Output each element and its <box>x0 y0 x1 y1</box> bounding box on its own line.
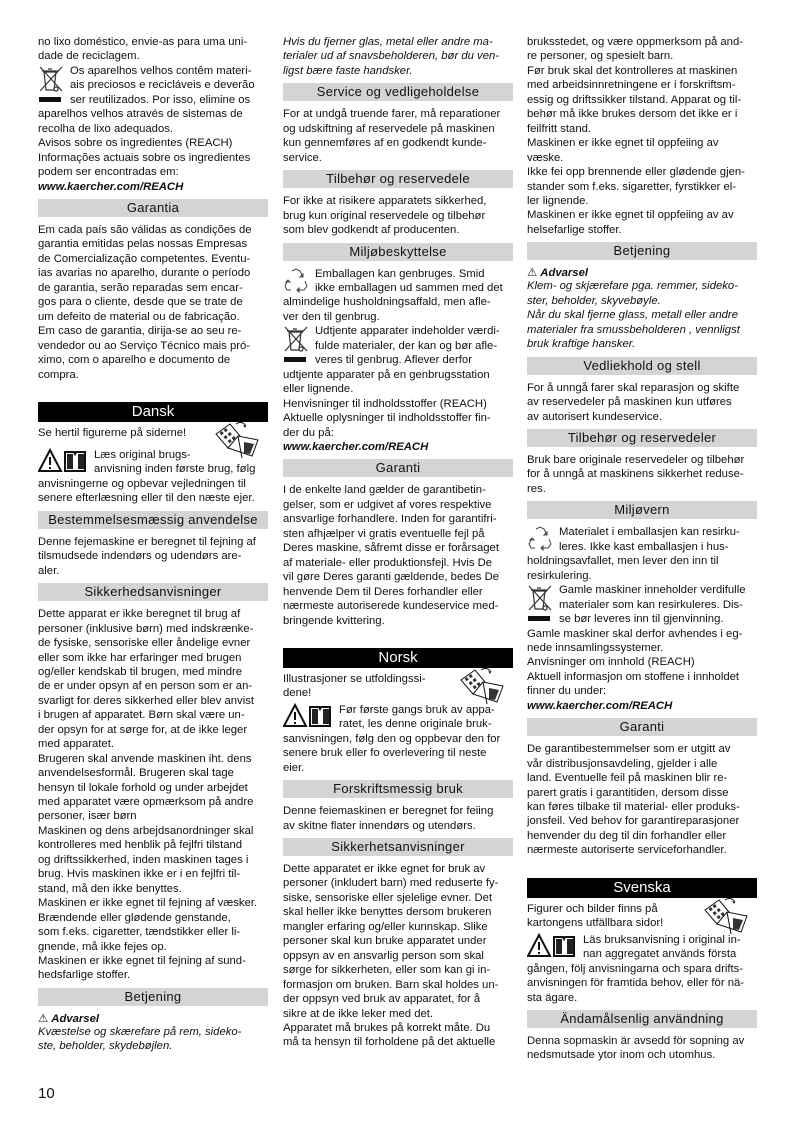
warning-manual-icon <box>38 448 90 474</box>
warning-manual-icon <box>283 703 335 729</box>
text-line: kan føres tilbake til material- eller produks- <box>527 801 740 814</box>
text-line: siske, sensoriske eller sjelelige evner. Det <box>283 891 493 904</box>
text-line: i brugen af apparatet. Børn skal være un- <box>38 709 245 722</box>
text-line: Os aparelhos velhos contêm materi- <box>70 64 252 77</box>
section-heading: Ändamålsenlig användning <box>527 1010 757 1028</box>
text-line: ster, beholder, skyvebøyle. <box>527 294 661 307</box>
paragraph <box>283 194 513 237</box>
text-line: nærmeste autoriserte serviceforhandler. <box>527 844 727 857</box>
text-line: vår distribusjonsavdeling, gjelder i alle <box>527 757 718 770</box>
text-line: gnende, må ikke fejes op. <box>38 940 167 953</box>
text-line: oppsyn av en ansvarlig person som skal <box>283 949 484 962</box>
text-line: henvender du deg til din forhandler eller <box>527 829 727 842</box>
column-3 <box>527 35 757 1063</box>
paragraph <box>283 483 513 628</box>
text-line: udtjente apparater på en genbrugsstation <box>283 368 490 381</box>
text-line: resirkulering. <box>527 569 592 582</box>
text-line: ikke emballagen ud sammen med det <box>315 281 503 294</box>
text-line: med apparatet være opmærksom på andre <box>38 796 254 809</box>
text-line: Deres maskine, såfremt disse er forårsaget <box>283 542 499 555</box>
recycle-icon <box>527 525 555 553</box>
text-line: ias avarias no aparelho, durante o período <box>38 267 251 280</box>
text-line: Aktuelle oplysninger til indholdsstoffer fin- <box>283 412 491 425</box>
text-line: væske. <box>527 151 564 164</box>
text-line: Apparatet må brukes på korrekt måte. Du <box>283 1022 491 1035</box>
paragraph <box>38 535 268 578</box>
paragraph <box>527 381 757 424</box>
text-line: anvisningen för framtida behov, eller för nä- <box>527 977 745 990</box>
icon-paragraph <box>283 267 513 325</box>
paragraph <box>527 453 757 496</box>
column-1 <box>38 35 268 1054</box>
text-line: parert gratis i garantitiden, dersom disse <box>527 786 729 799</box>
text-line: Maskinen er ikke egnet til fejning af væsker. <box>38 897 258 910</box>
text-line: og driftssikkerhed, inden maskinen tages i <box>38 853 249 866</box>
text-line: personer (inkludert barn) med reduserte fy- <box>283 877 499 890</box>
text-line: kontrolleres med henblik på fejlfri tilstand <box>38 839 243 852</box>
page-number: 10 <box>38 1085 55 1102</box>
section-heading: Sikkerhedsanvisninger <box>38 583 268 601</box>
illustration-book-icon <box>459 666 509 706</box>
text-line: Hvis du fjerner glas, metal eller andre ma- <box>283 36 493 48</box>
text-line: bruksstedet, og være oppmerksom på and- <box>527 36 744 48</box>
wee-bin-icon <box>38 64 66 104</box>
text-line: skal heller ikke benyttes dersom brukeren <box>283 906 492 919</box>
text-line: senere efterlæsning eller til den næste ejer. <box>38 492 255 505</box>
text-line: compra. <box>38 368 79 381</box>
paragraph <box>38 223 268 382</box>
paragraph <box>527 1034 757 1063</box>
text-line: senere bruk eller fo overlevering til neste <box>283 747 487 760</box>
text-line: Ikke fei opp brennende eller glødende gjen- <box>527 166 745 179</box>
text-line: De garantibestemmelser som er utgitt av <box>527 743 731 756</box>
icon-paragraph <box>283 324 513 396</box>
text-line: ligst bære faste handsker. <box>283 64 413 77</box>
text-line: der opsyn for at sørge for, at de ikke leger <box>38 723 248 736</box>
text-line: Når du skal fjerne glass, metall eller andre <box>527 309 738 322</box>
text-line: leres. Ikke kast emballasjen i hus- <box>559 540 729 553</box>
text-line: svarligt for deres sikkerhed eller blev anvist <box>38 694 254 707</box>
text-line: feilfritt stand. <box>527 122 592 135</box>
text-line: Maskinen og dens arbejdsanordninger skal <box>38 824 254 837</box>
section-heading: Vedliekhold og stell <box>527 357 757 375</box>
text-line: materialer fra smussbeholderen , vennligst <box>527 323 740 336</box>
wee-bin-icon <box>283 324 311 364</box>
text-line: og udskiftning af reservedele på maskinen <box>283 122 495 135</box>
text-line: nede innsamlingssystemer. <box>527 641 664 654</box>
section-heading: Betjening <box>527 242 757 260</box>
icon-paragraph <box>527 583 757 655</box>
warning-label-text: Advarsel <box>51 1012 100 1025</box>
text-line: kun gennemføres af en godkendt kunde- <box>283 137 487 150</box>
text-line: For at undgå truende farer, må reparationer <box>283 108 501 121</box>
text-line: aparelhos velhos através de sistemas de <box>38 108 243 121</box>
text-line: personer skal kun bruke apparatet under <box>283 935 487 948</box>
icon-paragraph <box>283 703 513 775</box>
text-line: aler. <box>38 564 60 577</box>
text-line: med apparatet. <box>38 738 114 751</box>
text-line: brug. Hvis maskinen ikke er i en fejlfri til- <box>38 868 241 881</box>
text-line: ansvarlige forhandlere. Inden for garantifri- <box>283 513 497 526</box>
icon-paragraph <box>38 448 268 506</box>
text-line: nedsmutsade ytor inom och utomhus. <box>527 1049 716 1062</box>
text-line: av skitne flater innendørs og utendørs. <box>283 819 476 832</box>
text-line: bringende kvittering. <box>283 614 385 627</box>
text-line: gelser, som er udgivet af vores respektive <box>283 498 492 511</box>
text-line: podem ser encontradas em: <box>38 166 179 179</box>
text-line: tilsmudsede indendørs og udendørs are- <box>38 550 242 563</box>
text-line: eller lignende. <box>283 383 354 396</box>
paragraph <box>283 107 513 165</box>
paragraph <box>527 35 757 237</box>
reach-link[interactable] <box>283 440 513 454</box>
text-line: bruk kraftige hansker. <box>527 338 636 351</box>
text-line: som f.eks. cigaretter, tændstikker eller li- <box>38 926 241 939</box>
text-line: Gamle maskiner inneholder verdifulle <box>559 584 746 597</box>
text-line: Gamle maskiner skal derfor avhendes i eg- <box>527 627 743 640</box>
text-line: som blev godkendt af producenten. <box>283 224 460 237</box>
text-line: um defeito de material ou de fabricação. <box>38 310 240 323</box>
paragraph <box>283 804 513 833</box>
text-line: Läs bruksanvisning i original in- <box>583 933 741 946</box>
paragraph <box>283 397 513 440</box>
text-line: Materialet i emballasjen kan resirku- <box>559 526 740 539</box>
text-line: Bruk bare originale reservedeler og tilbehør <box>527 453 745 466</box>
warning-text <box>38 1025 268 1054</box>
text-line: Illustrasjoner se utfoldingssi- <box>283 672 426 685</box>
warning-text <box>527 279 757 351</box>
text-line: holdningsavfallet, men lever den inn til <box>527 555 719 568</box>
text-line: ratet, les denne originale bruk- <box>339 718 492 731</box>
text-line: vendedor ou ao Serviço Técnico mais pró- <box>38 339 251 352</box>
text-line: Maskinen er ikke egnet til oppfeiing av av <box>527 209 734 222</box>
text-line: de Comercialização competentes. Eventu- <box>38 252 251 265</box>
text-line: jonsfeil. Ved behov for garantireparasjoner <box>527 815 740 828</box>
text-line: dade de reciclagem. <box>38 50 140 63</box>
text-line: I de enkelte land gælder de garantibetin- <box>283 484 486 497</box>
text-line: veres til genbrug. Aflever derfor <box>315 354 472 367</box>
text-line: www.kaercher.com/REACH <box>283 440 429 453</box>
text-line: eier. <box>283 761 305 774</box>
text-line: ver den til genbrug. <box>283 310 380 323</box>
section-heading: Betjening <box>38 988 268 1006</box>
text-line: anvendelsesformål. Brugeren skal tage <box>38 767 234 780</box>
section-heading: Miljøbeskyttelse <box>283 243 513 261</box>
paragraph <box>527 655 757 698</box>
text-line: hensyn til lokale forhold og under arbejdet <box>38 781 248 794</box>
text-line: dene! <box>283 687 312 700</box>
text-line: ximo, com o aparelho e documento de <box>38 354 231 367</box>
warning-label-text: Advarsel <box>540 267 589 280</box>
icon-paragraph <box>527 933 757 1005</box>
section-heading: Garantia <box>38 199 268 217</box>
text-line: kartongens utfällbara sidor! <box>527 917 664 930</box>
text-line: sanvisningen, følg den og oppbevar den for <box>283 732 501 745</box>
text-line: ser reutilizados. Por isso, elimine os <box>70 93 251 106</box>
text-line: henvende Dem til Deres forhandler eller <box>283 585 483 598</box>
recycle-icon <box>283 267 311 295</box>
text-line: Denne fejemaskine er beregnet til fejning af <box>38 535 256 548</box>
illustrations-note <box>527 902 757 931</box>
language-heading: Norsk <box>283 648 513 668</box>
text-line: Brugeren skal anvende maskinen iht. dens <box>38 752 252 765</box>
text-line: Brændende eller glødende genstande, <box>38 911 231 924</box>
section-heading: Garanti <box>527 718 757 736</box>
text-line: www.kaercher.com/REACH <box>527 699 673 712</box>
text-line: re personer, og spesielt barn. <box>527 50 674 63</box>
text-line: Denne feiemaskinen er beregnet for feiing <box>283 805 494 818</box>
paragraph <box>527 742 757 858</box>
text-line: se bør leveres inn til gjenvinning. <box>559 613 724 626</box>
text-line: brug kun original reservedele og tilbehør <box>283 209 486 222</box>
text-line: må ta hensyn til forholdene på det aktuelle <box>283 1036 496 1049</box>
text-line: stand, må den ikke benyttes. <box>38 882 182 895</box>
section-heading: Forskriftsmessig bruk <box>283 780 513 798</box>
text-line: der du på: <box>283 426 334 439</box>
text-line: nan aggregatet används första <box>583 948 737 961</box>
text-line: finner du under: <box>527 685 607 698</box>
text-line: formasjon om bruken. Barn skal holdes un- <box>283 978 499 991</box>
paragraph <box>38 136 268 179</box>
text-line: gången, följ anvisningarna och spara drifts- <box>527 962 744 975</box>
text-line: ler lignende. <box>527 194 589 207</box>
text-line: ste, beholder, skydebøjlen. <box>38 1040 173 1053</box>
illustrations-note <box>283 672 513 701</box>
language-heading: Svenska <box>527 878 757 898</box>
icon-paragraph <box>38 64 268 136</box>
text-line: der oppsyn ved bruk av apparatet, for å <box>283 993 481 1006</box>
text-line: garantia emitidas pelas nossas Empresas <box>38 238 248 251</box>
text-line: Se hertil figurerne på siderne! <box>38 426 187 439</box>
section-heading: Garanti <box>283 459 513 477</box>
text-line: no lixo doméstico, envie-as para uma uni- <box>38 36 248 48</box>
text-line: Dette apparat er ikke beregnet til brug af <box>38 608 241 621</box>
text-line: Læs original brugs- <box>94 448 191 461</box>
text-line: For å unngå farer skal reparasjon og skifte <box>527 381 740 394</box>
column-2 <box>283 35 513 1050</box>
language-heading: Dansk <box>38 402 268 422</box>
text-line: sørge for sikkerheten, eller som kan gi in- <box>283 964 491 977</box>
text-line: Anvisninger om innhold (REACH) <box>527 656 695 669</box>
text-line: Emballagen kan genbruges. Smid <box>315 267 485 280</box>
text-line: mangler erfaring og/eller kunnskap. Slike <box>283 920 488 933</box>
text-line: Udtjente apparater indeholder værdi- <box>315 325 500 338</box>
text-line: personer (inklusive børn) med indskrænke- <box>38 622 254 635</box>
text-line: res. <box>527 482 546 495</box>
illustration-book-icon <box>703 896 753 936</box>
paragraph <box>38 607 268 983</box>
text-line: helsefarlige stoffer. <box>527 223 622 236</box>
reach-link[interactable] <box>38 180 268 194</box>
text-line: Før første gangs bruk av appa- <box>339 703 495 716</box>
text-line: gos para o cliente, desde que se trate de <box>38 296 243 309</box>
text-line: Em cada país são válidas as condições de <box>38 223 252 236</box>
text-line: for å unngå at maskinens sikkerhet reduse- <box>527 468 744 481</box>
section-heading: Miljøvern <box>527 501 757 519</box>
section-heading: Tilbehør og reservedeler <box>527 429 757 447</box>
text-line: Maskinen er ikke egnet til fejning af sund- <box>38 955 246 968</box>
text-line: Henvisninger til indholdsstoffer (REACH) <box>283 397 487 410</box>
text-line: de er under opsyn af en person som er an- <box>38 680 253 693</box>
text-line: de fysiske, sensoriske eller åndelige evner <box>38 637 251 650</box>
text-line: af materiale- eller produktionsfejl. Hvis De <box>283 556 493 569</box>
text-line: stander som f.eks. sigaretter, fyrstikker el- <box>527 180 737 193</box>
text-line: terialer ud af snavsbeholderen, bør du ven- <box>283 50 500 63</box>
text-line: For ikke at risikere apparatets sikkerhed, <box>283 195 487 208</box>
icon-paragraph <box>527 525 757 583</box>
text-line: Informações actuais sobre os ingredientes <box>38 151 251 164</box>
text-line: Dette apparatet er ikke egnet for bruk av <box>283 863 486 876</box>
text-line: nærmeste autoriserede kundeservice med- <box>283 600 499 613</box>
paragraph <box>283 862 513 1050</box>
text-line: og/eller kendskab til brugen, med mindre <box>38 665 243 678</box>
paragraph <box>38 35 268 64</box>
warning-triangle-icon: ⚠ <box>527 267 541 280</box>
text-line: Maskinen er ikke egnet til oppfeiing av <box>527 137 719 150</box>
text-line: Kvæstelse og skærefare på rem, sideko- <box>38 1025 242 1038</box>
text-line: recolha de lixo adequados. <box>38 122 174 135</box>
section-heading: Service og vedligeholdelse <box>283 83 513 101</box>
text-line: Figurer och bilder finns på <box>527 902 658 915</box>
warning-text <box>283 35 513 78</box>
illustrations-note <box>38 426 268 446</box>
warning-label <box>38 1012 268 1025</box>
text-line: Em caso de garantia, dirija-se ao seu re- <box>38 325 242 338</box>
text-line: service. <box>283 151 322 164</box>
reach-link[interactable] <box>527 699 757 713</box>
text-line: Avisos sobre os ingredientes (REACH) <box>38 137 233 150</box>
text-line: sta ägare. <box>527 991 578 1004</box>
text-line: anvisningerne og opbevar vejledningen til <box>38 477 246 490</box>
text-line: sten afhjælper vi gratis eventuelle fejl på <box>283 527 485 540</box>
text-line: land. Eventuelle feil på maskinen blir re- <box>527 772 728 785</box>
text-line: personer, især børn <box>38 810 137 823</box>
text-line: med arbeidsinnretningene er i forskriftsm- <box>527 79 736 92</box>
text-line: ais preciosos e recicláveis e deverão <box>70 79 255 92</box>
text-line: Klem- og skjærefare pga. remmer, sideko- <box>527 280 738 293</box>
text-line: hedsfarlige stoffer. <box>38 969 131 982</box>
warning-manual-icon <box>527 933 579 959</box>
text-line: de garantia, serão reparadas sem encar- <box>38 281 243 294</box>
warning-label <box>527 266 757 279</box>
wee-bin-icon <box>527 583 555 623</box>
text-line: av autorisert kundeservice. <box>527 410 662 423</box>
text-line: materialer som kan resirkuleres. Dis- <box>559 598 743 611</box>
text-line: almindelige husholdningsaffald, men afle- <box>283 296 491 309</box>
text-line: Før bruk skal det kontrolleres at maskinen <box>527 64 738 77</box>
text-line: www.kaercher.com/REACH <box>38 180 184 193</box>
text-line: av reservedeler på maskinen kun utføres <box>527 396 732 409</box>
text-line: sikre at de ikke leker med det. <box>283 1007 434 1020</box>
text-line: anvisning inden første brug, følg <box>94 463 256 476</box>
text-line: fulde materialer, der kan og bør afle- <box>315 339 498 352</box>
text-line: behør må ikke brukes dersom det ikke er i <box>527 108 738 121</box>
text-line: vil gøre Deres garanti gældende, bedes De <box>283 571 500 584</box>
section-heading: Bestemmelsesmæssig anvendelse <box>38 511 268 529</box>
warning-triangle-icon: ⚠ <box>38 1012 52 1025</box>
section-heading: Tilbehør og reservedele <box>283 170 513 188</box>
text-line: Aktuell informasjon om stoffene i innholdet <box>527 670 740 683</box>
text-line: essig og driftssikker tilstand. Apparat og til- <box>527 93 742 106</box>
text-line: eller som ikke har erfaringer med brugen <box>38 651 242 664</box>
section-heading: Sikkerhetsanvisninger <box>283 838 513 856</box>
text-line: Denna sopmaskin är avsedd för sopning av <box>527 1035 745 1048</box>
